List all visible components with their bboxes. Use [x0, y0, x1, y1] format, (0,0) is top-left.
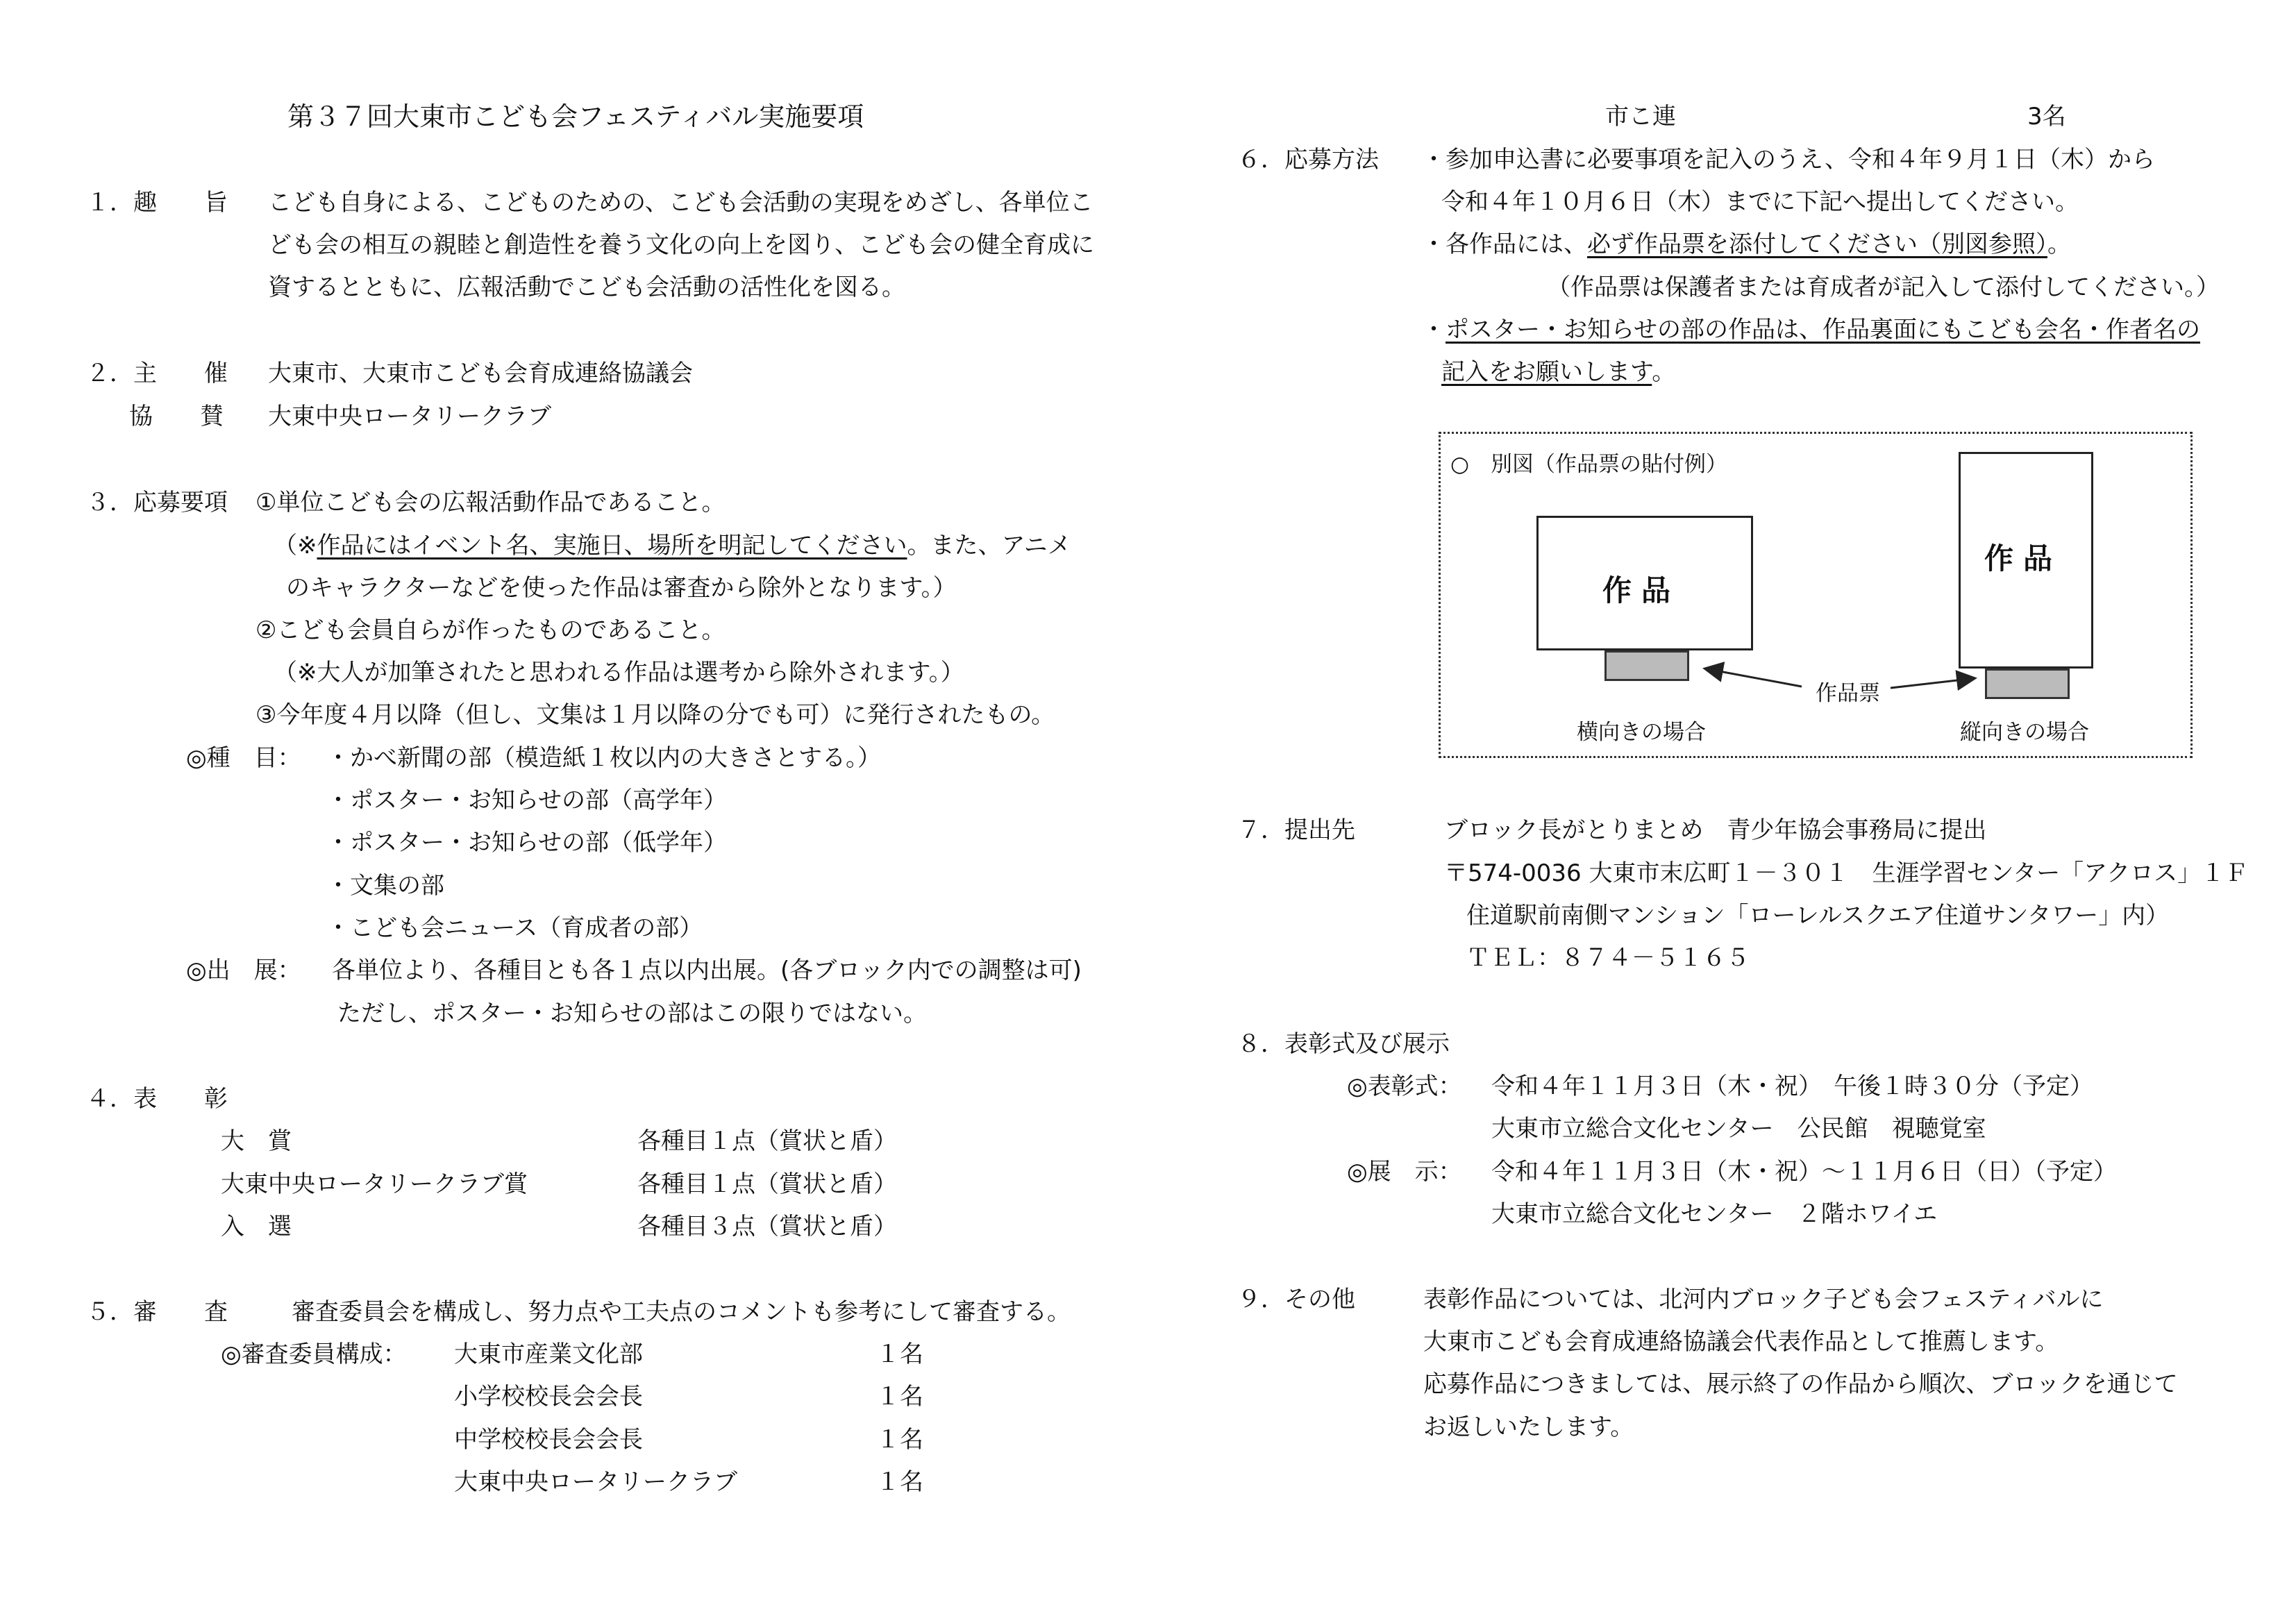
sponsor-label: 協 賛: [129, 403, 224, 430]
kind-item: ・かべ新聞の部（模造紙１枚以内の大きさとする。）: [326, 744, 881, 772]
attachment-figure: [1439, 432, 2193, 758]
arrow-to-portrait: [1891, 678, 1975, 688]
address: 〒574-0036 大東市末広町１－３０１ 生涯学習センター「アクロス」１Ｆ: [1444, 859, 2249, 887]
other-line: お返しいたします。: [1423, 1413, 1634, 1441]
work-label: 作品: [1602, 573, 1681, 607]
method-line: 記入をお願いします。: [1441, 358, 1676, 386]
submit-line: ブロック長がとりまとめ 青少年協会事務局に提出: [1444, 816, 1987, 844]
member-count: １名: [876, 1468, 923, 1496]
section-3-label: ３．応募要項: [86, 489, 228, 516]
landscape-caption: 横向きの場合: [1577, 720, 1706, 745]
exhibit-rule-note: ただし、ポスター・お知らせの部はこの限りではない。: [337, 1000, 927, 1027]
slip-label: 作品票: [1816, 681, 1880, 706]
ceremony-date: 令和４年１１月３日（木・祝） 午後１時３０分（予定）: [1491, 1073, 2093, 1100]
kinds-label: ◎種 目：: [186, 744, 301, 772]
award-value: 各種目３点（賞状と盾）: [637, 1213, 897, 1241]
requirement-1-note-cont: のキャラクターなどを使った作品は審査から除外となります。）: [286, 574, 957, 602]
exhibit-rule: 各単位より、各種目とも各１点以内出展。(各ブロック内での調整は可): [332, 957, 1082, 984]
other-line: 応募作品につきましては、展示終了の作品から順次、ブロックを通じて: [1423, 1370, 2178, 1398]
work-label: 作品: [1984, 541, 2063, 575]
judging-text: 審査委員会を構成し、努力点や工夫点のコメントも参考にして審査する。: [292, 1298, 1071, 1326]
section-2-label: ２．主 催: [86, 360, 228, 387]
award-name: 入 選: [221, 1213, 292, 1241]
kind-item: ・文集の部: [326, 872, 444, 900]
kind-item: ・ポスター・お知らせの部（高学年）: [326, 787, 727, 814]
award-name: 大 賞: [221, 1127, 292, 1155]
other-line: 表彰作品については、北河内ブロック子ども会フェスティバルに: [1423, 1286, 2104, 1313]
method-line: ・ポスター・お知らせの部の作品は、作品裏面にもこども会名・作者名の: [1422, 316, 2200, 344]
ceremony-venue: 大東市立総合文化センター 公民館 視聴覚室: [1491, 1115, 1986, 1143]
sponsor: 大東中央ロータリークラブ: [268, 403, 551, 430]
organizer: 大東市、大東市こども会育成連絡協議会: [268, 360, 693, 387]
award-value: 各種目１点（賞状と盾）: [637, 1127, 897, 1155]
figure-caption: ○ 別図（作品票の貼付例）: [1450, 452, 1728, 477]
member-count: １名: [876, 1383, 923, 1411]
award-name: 大東中央ロータリークラブ賞: [221, 1170, 528, 1198]
section-6-label: ６．応募方法: [1237, 146, 1379, 174]
section-4-label: ４．表 彰: [86, 1085, 228, 1113]
requirement-3: ③今年度４月以降（但し、文集は１月以降の分でも可）に発行されたもの。: [255, 701, 1055, 729]
requirement-2-note: （※大人が加筆されたと思われる作品は選考から除外されます。）: [274, 659, 964, 687]
member-count: １名: [876, 1340, 923, 1368]
portrait-caption: 縦向きの場合: [1960, 720, 2089, 745]
section-1-line: こども自身による、こどものための、こども会活動の実現をめざし、各単位こ: [268, 189, 1093, 217]
kind-item: ・ポスター・お知らせの部（低学年）: [326, 829, 727, 857]
arrow-to-landscape: [1704, 668, 1802, 687]
member-name: 大東市産業文化部: [454, 1340, 643, 1368]
ceremony-label: ◎表彰式：: [1347, 1073, 1462, 1100]
member-name: 小学校校長会会長: [454, 1383, 643, 1411]
other-line: 大東市こども会育成連絡協議会代表作品として推薦します。: [1423, 1328, 2059, 1356]
section-7-label: ７．提出先: [1237, 816, 1355, 844]
member-name: 中学校校長会会長: [454, 1426, 643, 1454]
method-line: 令和４年１０月６日（木）までに下記へ提出してください。: [1441, 188, 2079, 216]
section-1-line: ども会の相互の親睦と創造性を養う文化の向上を図り、こども会の健全育成に: [268, 231, 1094, 259]
display-label: ◎展 示：: [1347, 1158, 1462, 1186]
method-line: ・各作品には、必ず作品票を添付してください（別図参照）。: [1422, 230, 2071, 258]
requirement-1-note: （※作品にはイベント名、実施日、場所を明記してください。また、アニメ: [274, 532, 1071, 560]
section-1-line: 資するとともに、広報活動でこども会活動の活性化を図る。: [268, 274, 905, 301]
member-name: 大東中央ロータリークラブ: [454, 1468, 737, 1496]
display-venue: 大東市立総合文化センター ２階ホワイエ: [1491, 1200, 1938, 1228]
page-title: 第３７回大東市こども会フェスティバル実施要項: [287, 101, 864, 132]
member-count: １名: [876, 1426, 923, 1454]
method-note: （作品票は保護者または育成者が記入して添付してください。）: [1547, 274, 2220, 301]
section-8-label: ８．表彰式及び展示: [1237, 1030, 1450, 1058]
member-count: 3名: [2027, 103, 2066, 131]
section-5-label: ５．審 査: [86, 1298, 228, 1326]
exhibit-label: ◎出 展：: [186, 957, 301, 984]
display-date: 令和４年１１月３日（木・祝）～１１月６日（日）（予定）: [1491, 1158, 2117, 1186]
award-value: 各種目１点（賞状と盾）: [637, 1170, 897, 1198]
slip-arrows: [1441, 434, 2190, 756]
address-building: 住道駅前南側マンション「ローレルスクエア住道サンタワー」内）: [1466, 902, 2170, 930]
member-name: 市こ連: [1605, 103, 1676, 131]
phone: ＴＥＬ：８７４－５１６５: [1466, 944, 1750, 972]
section-9-label: ９．その他: [1237, 1286, 1355, 1313]
method-line: ・参加申込書に必要事項を記入のうえ、令和４年９月１日（木）から: [1422, 146, 2156, 174]
members-label: ◎審査委員構成：: [221, 1340, 407, 1368]
requirement-1: ①単位こども会の広報活動作品であること。: [255, 489, 726, 516]
section-1-label: １．趣 旨: [86, 189, 228, 217]
kind-item: ・こども会ニュース（育成者の部）: [326, 914, 703, 942]
requirement-2: ②こども会員自らが作ったものであること。: [255, 616, 726, 644]
